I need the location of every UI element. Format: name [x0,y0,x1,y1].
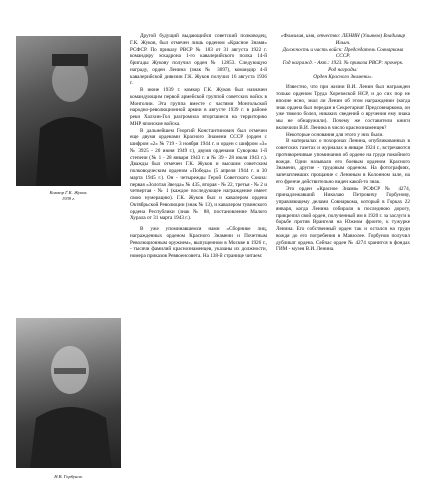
photo-zhukov-caption [16,190,121,201]
paragraph: Известно, что при жизни В.И. Ленин был награжден только орденом Труда Хорезмской НСР, и до сих пор не вполне ясно, знал ли Ленин об этом награждении (когда знак ордена был передан в Секретариат Предсовнаркома, он уже тяжело болел, никаких сведений о вручении ему знака мы не обнаружили). Почему же составители книги включили В.И. Ленина в число краснознаменцев? [276,84,410,131]
paragraph: Это орден «Красное Знамя» РСФСР № 4274, принадлежавший Николаю Петровичу Горбунову, управляющему делами Совнаркома, который в Горках 22 января, когда Ленина собирали в последнюю дорогу, прикрепил свой орден, полученный им в 1920 г. за заслуги в борьбе против Врангеля на Южном фронте, к тужурке Ленина. Его собственный орден так и остался на груди вождя до его погребения в Мавзолее. Горбунов получил дубликат ордена. Сейчас орден № 4274 хранится в фондах ГИМ - музея В.И. Ленина. [276,185,410,253]
paragraph: Некоторые основания для этого у них были. [286,131,384,138]
paragraph: В июне 1939 г. комкор Г.К. Жуков был назначен командующим первой армейской группой советских войск в Монголии. Эта группа вместе с частями Монгольской народно-революционной армии в августе 1939 г. в районе реки Халхин-Гол разгромила вторгшиеся на территорию МНР японские войска. [130,87,267,127]
quote-line: Орден Красного Знамени». [313,73,373,80]
paragraph: В уже упоминавшемся нами «Сборнике лиц, награжденных орденом Красного Знамени и Почетным Революционным оружием», выпущенном в Москве в 1926 г., - тысячи фамилий краснознаменцев, указаны их должности, номера приказов Реввоенсовета. На 138-й странице читаем: [130,226,267,259]
caption-line-1: Комкор Г.К. Жуков. [49,190,88,195]
portrait-silhouette-gorbunov [16,318,121,468]
middle-text-column [130,33,267,260]
photo-gorbunov [16,318,121,468]
quote-line: «Фамилия, имя, отчество: ЛЕНИН (Ульянов) Владимир Ильич. [280,33,406,46]
photo-gorbunov-caption: Н.В. Горбунов. [54,474,83,479]
paragraph: Другой будущий выдающийся советский полководец, Г.К. Жуков, был отмечен лишь орденом «Красное Знамя» РСФСР. По приказу РВСР № 183 от 31 августа 1922 г. командиру эскадрона 1-го кавалерийского полка 14-й бригады Жукову получил орден № 12853. Следующую награду, орден Ленина (знак № 3097), командир 4-й кавалерийской дивизии Г.К. Жуков получил 16 августа 1936 г. [130,33,267,87]
paragraph: В дальнейшем Георгий Константинович был отмечен еще двумя орденами Красного Знамени СССР (орден с шифром «2» № 719 - 3 ноября 1944 г. и орден с шифром «3» № 3925 - 20 июня 1949 г.), двумя орденами Суворова 1-й степени (№ 1 - 28 января 1943 г. и № 39 - 28 июля 1943 г.). Дважды был отмечен Г.К. Жуков и высшим советским полководческим орденом «Победа» (5 апреля 1944 г. и 30 марта 1945 г.). Он - четырежды Герой Советского Союза: первая «Золотая Звезда» № 435, вторая - № 22, третья - № 2 и четвертая - № 1 (каждое последующее награждение имеет свою нумерацию). Г.К. Жуков был и кавалером ордена Октябрьской Революции (знак № 13), и кавалером тувинского ордена Республики (знак № 88, постановление Малого Хурала от 31 марта 1943 г.). [130,127,267,222]
paragraph: В материалах о похоронах Ленина, опубликованных в советских газетах и журналах в январе 1924 г., встречаются противоречивые упоминания об ордене на груди покойного вождя. Одни называли его боевым орденом Красного Знамени, другие - трудовым орденом. На фотографиях, запечатлевших прощание с Лениным в Колонном зале, на его френче действительно виден какой-то знак. [276,138,410,185]
photo-zhukov [16,36,121,186]
right-text-column [276,33,410,253]
award-record-quote [276,33,410,80]
quote-line: Год награжд. - Акт.: 1923. № приказа РВСР: прочерк. [282,60,404,66]
quote-line: Должность и часть войск: Председатель Совнаркома СССР. [282,46,404,60]
portrait-silhouette-zhukov [16,36,121,186]
caption-line-2: 1939 г. [61,195,76,201]
quote-line: Род награды: [328,66,358,73]
